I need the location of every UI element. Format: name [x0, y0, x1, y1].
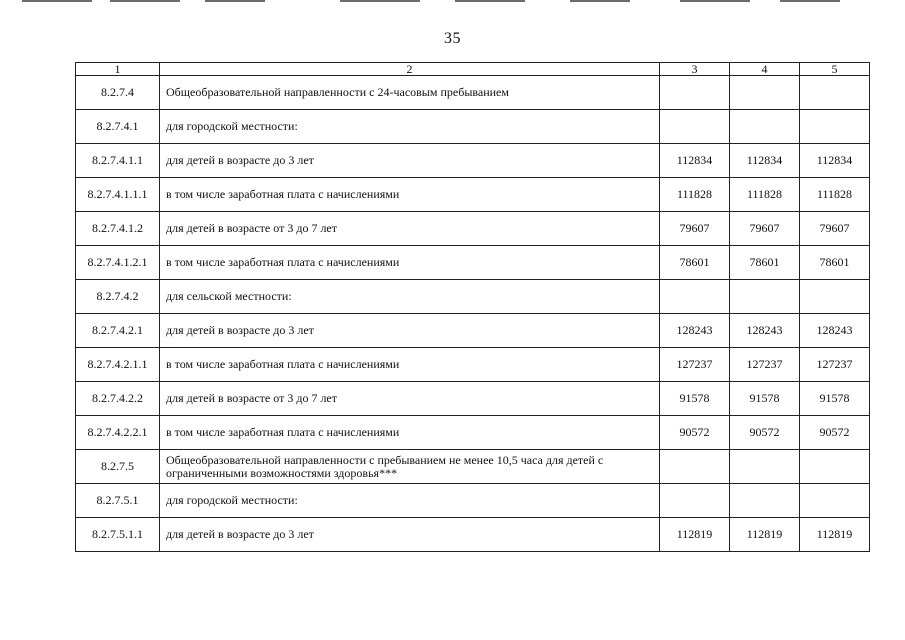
header-cell-5: 5	[800, 63, 870, 76]
row-value-col3	[660, 110, 730, 144]
header-cell-2: 2	[160, 63, 660, 76]
row-value-col4: 79607	[730, 212, 800, 246]
row-code: 8.2.7.4.1	[76, 110, 160, 144]
row-value-col5: 78601	[800, 246, 870, 280]
header-cell-3: 3	[660, 63, 730, 76]
row-value-col3: 90572	[660, 416, 730, 450]
row-code: 8.2.7.4.1.2.1	[76, 246, 160, 280]
table-header-row	[76, 63, 870, 76]
scan-edge-marks	[0, 0, 905, 3]
table-row	[76, 110, 870, 144]
row-value-col3	[660, 76, 730, 110]
row-value-col5: 90572	[800, 416, 870, 450]
row-value-col4: 127237	[730, 348, 800, 382]
row-value-col3	[660, 484, 730, 518]
table-row	[76, 416, 870, 450]
row-code: 8.2.7.4.2.2.1	[76, 416, 160, 450]
row-value-col4: 128243	[730, 314, 800, 348]
row-value-col3: 78601	[660, 246, 730, 280]
table-row	[76, 178, 870, 212]
row-description: для детей в возрасте до 3 лет	[160, 144, 660, 178]
row-description: для сельской местности:	[160, 280, 660, 314]
row-code: 8.2.7.4.2.1.1	[76, 348, 160, 382]
row-value-col3: 91578	[660, 382, 730, 416]
row-value-col3: 111828	[660, 178, 730, 212]
row-description: Общеобразовательной направленности с 24-часовым пребыванием	[160, 76, 660, 110]
table-row	[76, 76, 870, 110]
row-value-col4	[730, 484, 800, 518]
row-value-col5	[800, 280, 870, 314]
row-description: в том числе заработная плата с начислениями	[160, 416, 660, 450]
row-value-col4	[730, 280, 800, 314]
row-value-col4: 112819	[730, 518, 800, 552]
row-value-col3	[660, 280, 730, 314]
table-row	[76, 144, 870, 178]
row-value-col4	[730, 450, 800, 484]
table-row	[76, 314, 870, 348]
row-description: в том числе заработная плата с начислениями	[160, 246, 660, 280]
row-description: для детей в возрасте до 3 лет	[160, 314, 660, 348]
table-row	[76, 280, 870, 314]
table-row	[76, 450, 870, 484]
row-value-col3: 79607	[660, 212, 730, 246]
row-value-col5: 111828	[800, 178, 870, 212]
row-value-col3: 112834	[660, 144, 730, 178]
row-value-col3	[660, 450, 730, 484]
row-value-col3: 127237	[660, 348, 730, 382]
table-row	[76, 484, 870, 518]
row-code: 8.2.7.5.1.1	[76, 518, 160, 552]
table-row	[76, 212, 870, 246]
row-value-col5	[800, 76, 870, 110]
row-value-col4	[730, 76, 800, 110]
row-value-col5: 112834	[800, 144, 870, 178]
row-value-col5: 79607	[800, 212, 870, 246]
row-value-col4: 78601	[730, 246, 800, 280]
row-code: 8.2.7.4.2.2	[76, 382, 160, 416]
row-value-col3: 128243	[660, 314, 730, 348]
row-value-col4	[730, 110, 800, 144]
table-row	[76, 348, 870, 382]
row-value-col5: 91578	[800, 382, 870, 416]
row-code: 8.2.7.4.1.1	[76, 144, 160, 178]
row-value-col5	[800, 110, 870, 144]
row-description: Общеобразовательной направленности с пребыванием не менее 10,5 часа для детей с ограниченными возможностями здоровья***	[160, 450, 660, 484]
header-cell-4: 4	[730, 63, 800, 76]
page-number: 35	[444, 30, 461, 47]
row-code: 8.2.7.5	[76, 450, 160, 484]
row-value-col5: 127237	[800, 348, 870, 382]
row-description: в том числе заработная плата с начислениями	[160, 348, 660, 382]
row-value-col4: 111828	[730, 178, 800, 212]
row-code: 8.2.7.4.2.1	[76, 314, 160, 348]
table-row	[76, 246, 870, 280]
row-value-col4: 112834	[730, 144, 800, 178]
row-value-col5	[800, 484, 870, 518]
row-description: в том числе заработная плата с начислениями	[160, 178, 660, 212]
row-code: 8.2.7.4.2	[76, 280, 160, 314]
tariff-table	[75, 62, 870, 552]
row-description: для детей в возрасте до 3 лет	[160, 518, 660, 552]
row-description: для городской местности:	[160, 484, 660, 518]
table-row	[76, 382, 870, 416]
row-code: 8.2.7.4.1.1.1	[76, 178, 160, 212]
row-value-col5: 112819	[800, 518, 870, 552]
row-value-col4: 91578	[730, 382, 800, 416]
header-cell-1: 1	[76, 63, 160, 76]
row-value-col5	[800, 450, 870, 484]
row-value-col5: 128243	[800, 314, 870, 348]
row-value-col3: 112819	[660, 518, 730, 552]
row-description: для детей в возрасте от 3 до 7 лет	[160, 212, 660, 246]
table-row	[76, 518, 870, 552]
row-description: для детей в возрасте от 3 до 7 лет	[160, 382, 660, 416]
row-description: для городской местности:	[160, 110, 660, 144]
row-code: 8.2.7.4.1.2	[76, 212, 160, 246]
row-value-col4: 90572	[730, 416, 800, 450]
row-code: 8.2.7.4	[76, 76, 160, 110]
row-code: 8.2.7.5.1	[76, 484, 160, 518]
